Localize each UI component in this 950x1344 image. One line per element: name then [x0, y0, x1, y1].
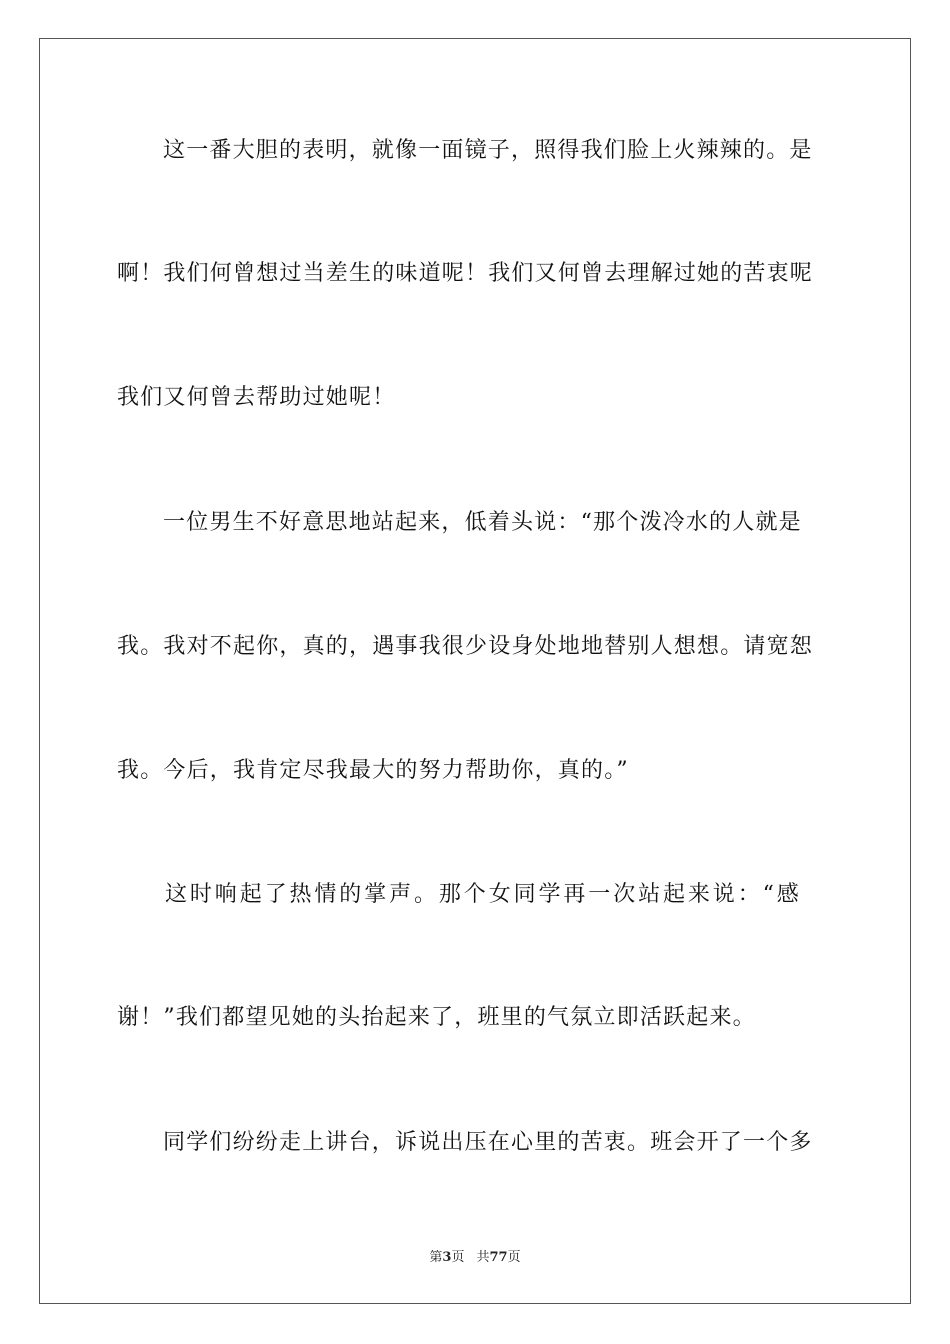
total-suffix: 页 [507, 1250, 521, 1265]
total-pages: 77 [489, 1250, 508, 1265]
page-prefix: 第 [429, 1250, 443, 1265]
paragraph-line-8: 谢！”我们都望见她的头抬起来了，班里的气氛立即活跃起来。 [117, 1005, 756, 1030]
total-prefix: 共 [476, 1250, 490, 1265]
paragraph-line-7: 这时响起了热情的掌声。那个女同学再一次站起来说：“感 [165, 882, 802, 907]
paragraph-line-6: 我。今后，我肯定尽我最大的努力帮助你，真的。” [117, 758, 629, 783]
paragraph-line-2: 啊！我们何曾想过当差生的味道呢！我们又何曾去理解过她的苦衷呢 [117, 261, 814, 286]
page-border [39, 38, 911, 1304]
paragraph-line-9: 同学们纷纷走上讲台，诉说出压在心里的苦衷。班会开了一个多 [163, 1130, 813, 1155]
paragraph-line-4: 一位男生不好意思地站起来，低着头说：“那个泼冷水的人就是 [163, 510, 802, 535]
page-suffix: 页 [451, 1250, 465, 1265]
paragraph-line-3: 我们又何曾去帮助过她呢！ [117, 385, 396, 410]
page-footer [0, 1249, 950, 1267]
paragraph-line-5: 我。我对不起你，真的，遇事我很少设身处地地替别人想想。请宽恕 [117, 634, 814, 659]
page-number: 3 [442, 1250, 452, 1265]
paragraph-line-1: 这一番大胆的表明，就像一面镜子，照得我们脸上火辣辣的。是 [163, 138, 813, 163]
